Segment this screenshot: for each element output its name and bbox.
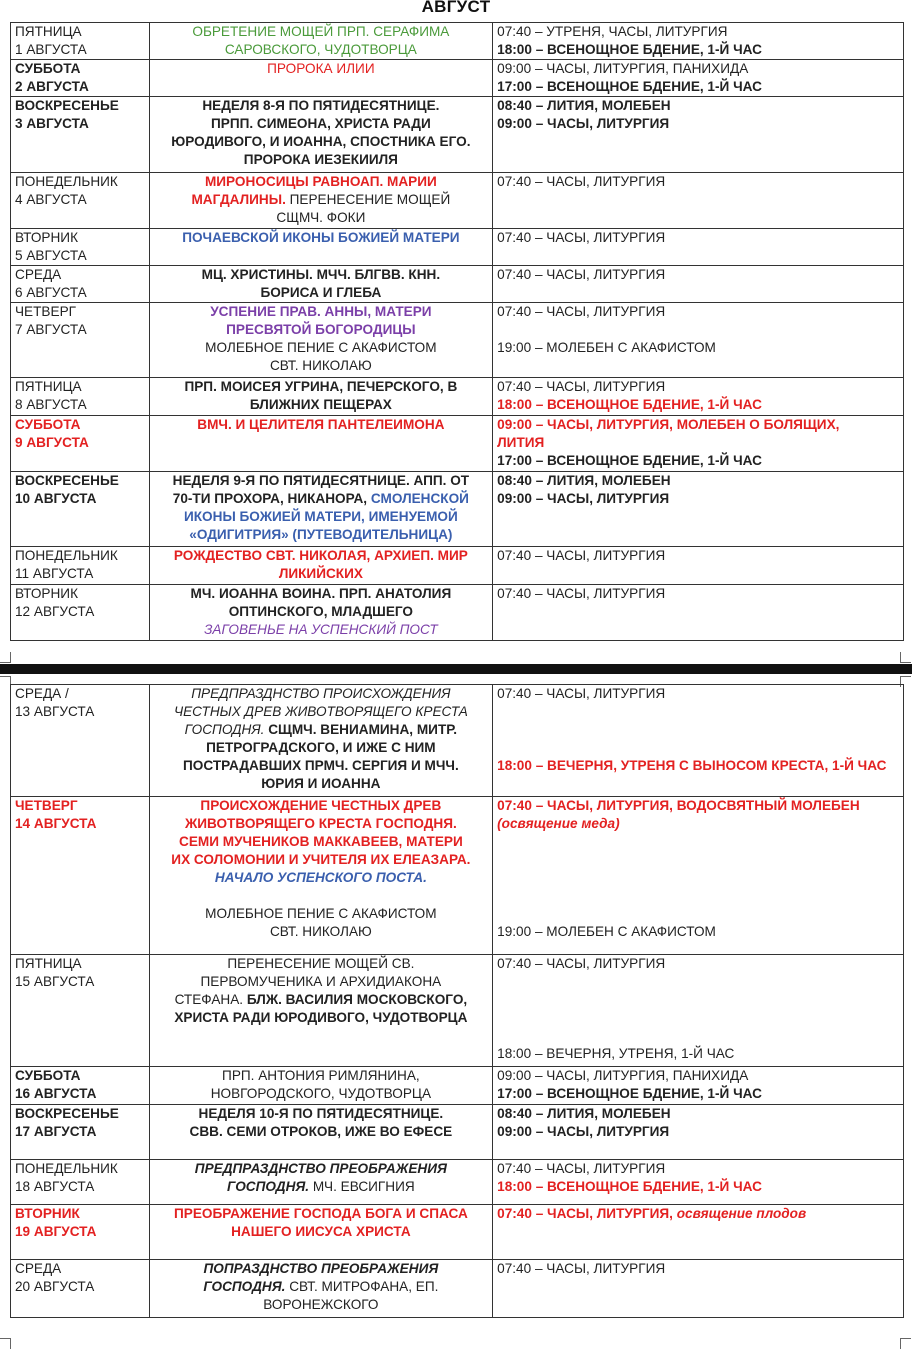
table-row (11, 266, 904, 303)
crop-mark (0, 652, 11, 663)
event-line: ЛИКИЙСКИХ (278, 566, 363, 581)
event-line: БЛИЖНИХ ПЕЩЕРАХ (249, 397, 392, 412)
service-line: 07:40 – ЧАСЫ, ЛИТУРГИЯ (497, 379, 666, 394)
day-name: ВОСКРЕСЕНЬЕ (15, 1106, 119, 1121)
day-date: 12 АВГУСТА (15, 604, 95, 619)
service-line: 07:40 – ЧАСЫ, ЛИТУРГИЯ (497, 548, 666, 563)
day-name: ПЯТНИЦА (15, 956, 82, 971)
service-line: 07:40 – ЧАСЫ, ЛИТУРГИЯ (497, 1261, 666, 1276)
day-name: ВОСКРЕСЕНЬЕ (15, 98, 119, 113)
event-line: НЕДЕЛЯ 8-Я ПО ПЯТИДЕСЯТНИЦЕ. (202, 98, 440, 113)
event-line: ПЕТРОГРАДСКОГО, И ИЖЕ С НИМ (206, 740, 436, 755)
table-row (11, 60, 904, 97)
service-line: 09:00 – ЧАСЫ, ЛИТУРГИЯ (497, 1124, 670, 1139)
service-line: 18:00 – ВСЕНОЩНОЕ БДЕНИЕ, 1-Й ЧАС (497, 42, 762, 57)
table-row (11, 378, 904, 416)
day-date: 2 АВГУСТА (15, 79, 89, 94)
day-name: ПОНЕДЕЛЬНИК (15, 548, 118, 563)
table-row (11, 585, 904, 641)
table-row (11, 1205, 904, 1260)
day-date: 11 АВГУСТА (15, 566, 94, 581)
event-line: ПРЕСВЯТОЙ БОГОРОДИЦЫ (226, 322, 416, 337)
service-line: 08:40 – ЛИТИЯ, МОЛЕБЕН (497, 1106, 671, 1121)
service-line: 18:00 – ВЕЧЕРНЯ, УТРЕНЯ С ВЫНОСОМ КРЕСТА, 1-Й ЧАС (497, 758, 887, 773)
event-line: ПРП. АНТОНИЯ РИМЛЯНИНА, (222, 1068, 420, 1083)
event-line: ПОПРАЗДНСТВО ПРЕОБРАЖЕНИЯ (203, 1261, 439, 1276)
event-line: МЦ. ХРИСТИНЫ. МЧЧ. БЛГВВ. КНН. (201, 267, 441, 282)
service-line: 07:40 – ЧАСЫ, ЛИТУРГИЯ (497, 686, 666, 701)
table-row (11, 955, 904, 1067)
event-line: НЕДЕЛЯ 10-Я ПО ПЯТИДЕСЯТНИЦЕ. (198, 1106, 444, 1121)
day-name: ПОНЕДЕЛЬНИК (15, 1161, 118, 1176)
table-row (11, 97, 904, 173)
event-line: САРОВСКОГО, ЧУДОТВОРЦА (224, 42, 417, 57)
service-line: 09:00 – ЧАСЫ, ЛИТУРГИЯ, МОЛЕБЕН О БОЛЯЩИХ, (497, 417, 840, 432)
service-line: 09:00 – ЧАСЫ, ЛИТУРГИЯ (497, 491, 670, 506)
event-line: ПРОРОКА ИЛИИ (267, 61, 375, 76)
event-line: ПРОИСХОЖДЕНИЕ ЧЕСТНЫХ ДРЕВ (200, 798, 442, 813)
table-row (11, 547, 904, 585)
event-line: ЗАГОВЕНЬЕ НА УСПЕНСКИЙ ПОСТ (204, 622, 438, 637)
event-line: ПРЕОБРАЖЕНИЕ ГОСПОДА БОГА И СПАСА (173, 1206, 468, 1221)
event-line: ГОСПОДНЯ. МЧ. ЕВСИГНИЯ (227, 1179, 415, 1194)
event-line: МЧ. ИОАННА ВОИНА. ПРП. АНАТОЛИЯ (190, 586, 452, 601)
day-date: 4 АВГУСТА (15, 192, 87, 207)
service-line: 18:00 – ВЕЧЕРНЯ, УТРЕНЯ, 1-Й ЧАС (497, 1046, 735, 1061)
service-line: 17:00 – ВСЕНОЩНОЕ БДЕНИЕ, 1-Й ЧАС (497, 79, 762, 94)
day-date: 3 АВГУСТА (15, 116, 89, 131)
event-line: ПОСТРАДАВШИХ ПРМЧ. СЕРГИЯ И МЧЧ. (183, 758, 459, 773)
day-date: 9 АВГУСТА (15, 435, 89, 450)
event-line: ПЕРВОМУЧЕНИКА И АРХИДИАКОНА (200, 974, 442, 989)
event-line: НАШЕГО ИИСУСА ХРИСТА (231, 1224, 411, 1239)
table-row (11, 797, 904, 955)
service-line: 18:00 – ВСЕНОЩНОЕ БДЕНИЕ, 1-Й ЧАС (497, 1179, 762, 1194)
day-name: ПЯТНИЦА (15, 24, 82, 39)
event-line: ПРЕДПРАЗДНСТВО ПРОИСХОЖДЕНИЯ (191, 686, 451, 701)
day-name: ВОСКРЕСЕНЬЕ (15, 473, 119, 488)
event-line: ВОРОНЕЖСКОГО (263, 1297, 379, 1312)
service-line: 07:40 – ЧАСЫ, ЛИТУРГИЯ (497, 1161, 666, 1176)
schedule-table-1 (10, 22, 904, 641)
event-line: РОЖДЕСТВО СВТ. НИКОЛАЯ, АРХИЕП. МИР (173, 548, 468, 563)
table-row (11, 685, 904, 797)
table-row (11, 173, 904, 229)
event-line: ПОЧАЕВСКОЙ ИКОНЫ БОЖИЕЙ МАТЕРИ (182, 230, 460, 245)
event-line: ГОСПОДНЯ. СЩМЧ. ВЕНИАМИНА, МИТР. (184, 722, 458, 737)
event-line: ОБРЕТЕНИЕ МОЩЕЙ ПРП. СЕРАФИМА (192, 24, 450, 39)
day-name: СРЕДА / (15, 686, 69, 701)
day-name: ВТОРНИК (15, 1206, 80, 1221)
service-line: 09:00 – ЧАСЫ, ЛИТУРГИЯ (497, 116, 670, 131)
day-date: 8 АВГУСТА (15, 397, 87, 412)
day-name: ВТОРНИК (15, 586, 78, 601)
event-line: ЮРОДИВОГО, И ИОАННА, СПОСТНИКА ЕГО. (171, 134, 471, 149)
event-line: БОРИСА И ГЛЕБА (260, 285, 382, 300)
service-line: 07:40 – ЧАСЫ, ЛИТУРГИЯ (497, 267, 666, 282)
day-date: 20 АВГУСТА (15, 1279, 95, 1294)
service-line: 19:00 – МОЛЕБЕН С АКАФИСТОМ (497, 924, 716, 939)
event-line: МАГДАЛИНЫ. ПЕРЕНЕСЕНИЕ МОЩЕЙ (191, 192, 451, 207)
day-date: 19 АВГУСТА (15, 1224, 97, 1239)
day-date: 18 АВГУСТА (15, 1179, 95, 1194)
event-line: «ОДИГИТРИЯ» (ПУТЕВОДИТЕЛЬНИЦА) (189, 527, 453, 542)
event-line: МИРОНОСИЦЫ РАВНОАП. МАРИИ (204, 174, 437, 189)
table-row (11, 1067, 904, 1105)
event-line: СВТ. НИКОЛАЮ (269, 924, 372, 939)
day-date: 17 АВГУСТА (15, 1124, 97, 1139)
table-row (11, 1160, 904, 1205)
table-row (11, 229, 904, 266)
page-divider (0, 664, 912, 674)
day-name: ВТОРНИК (15, 230, 78, 245)
day-name: СРЕДА (15, 1261, 62, 1276)
event-line: МОЛЕБНОЕ ПЕНИЕ С АКАФИСТОМ (205, 340, 437, 355)
event-line: СТЕФАНА. БЛЖ. ВАСИЛИЯ МОСКОВСКОГО, (174, 992, 468, 1007)
table-row (11, 1260, 904, 1318)
day-date: 14 АВГУСТА (15, 816, 97, 831)
event-line: ОПТИНСКОГО, МЛАДШЕГО (228, 604, 414, 619)
day-name: СУББОТА (15, 1068, 81, 1083)
service-line: 17:00 – ВСЕНОЩНОЕ БДЕНИЕ, 1-Й ЧАС (497, 453, 762, 468)
table-row (11, 472, 904, 547)
day-name: СУББОТА (15, 61, 81, 76)
day-name: СУББОТА (15, 417, 81, 432)
service-line: (освящение меда) (497, 816, 620, 831)
day-date: 6 АВГУСТА (15, 285, 87, 300)
event-line: НАЧАЛО УСПЕНСКОГО ПОСТА. (214, 870, 427, 885)
event-line: ПЕРЕНЕСЕНИЕ МОЩЕЙ СВ. (227, 956, 415, 971)
service-line: 07:40 – ЧАСЫ, ЛИТУРГИЯ (497, 230, 666, 245)
day-date: 13 АВГУСТА (15, 704, 95, 719)
event-line: ЧЕСТНЫХ ДРЕВ ЖИВОТВОРЯЩЕГО КРЕСТА (173, 704, 468, 719)
crop-mark (0, 1338, 11, 1349)
day-name: ПЯТНИЦА (15, 379, 82, 394)
service-line: 07:40 – ЧАСЫ, ЛИТУРГИЯ, ВОДОСВЯТНЫЙ МОЛЕБЕН (497, 798, 860, 813)
event-line: ГОСПОДНЯ. СВТ. МИТРОФАНА, ЕП. (203, 1279, 439, 1294)
day-date: 16 АВГУСТА (15, 1086, 97, 1101)
service-line: 07:40 – ЧАСЫ, ЛИТУРГИЯ (497, 956, 666, 971)
event-line: ИКОНЫ БОЖИЕЙ МАТЕРИ, ИМЕНУЕМОЙ (183, 509, 458, 524)
event-line: ВМЧ. И ЦЕЛИТЕЛЯ ПАНТЕЛЕИМОНА (197, 417, 445, 432)
service-line: 07:40 – ЧАСЫ, ЛИТУРГИЯ (497, 304, 666, 319)
day-date: 15 АВГУСТА (15, 974, 95, 989)
event-line: СВВ. СЕМИ ОТРОКОВ, ИЖЕ ВО ЕФЕСЕ (189, 1124, 453, 1139)
schedule-table-2 (10, 684, 904, 1318)
service-line: 09:00 – ЧАСЫ, ЛИТУРГИЯ, ПАНИХИДА (497, 61, 749, 76)
day-name: ПОНЕДЕЛЬНИК (15, 174, 118, 189)
event-line: ЮРИЯ И ИОАННА (261, 776, 381, 791)
event-line: УСПЕНИЕ ПРАВ. АННЫ, МАТЕРИ (210, 304, 432, 319)
event-line: ПРПП. СИМЕОНА, ХРИСТА РАДИ (211, 116, 431, 131)
event-line: ИХ СОЛОМОНИИ И УЧИТЕЛЯ ИХ ЕЛЕАЗАРА. (171, 852, 471, 867)
day-date: 10 АВГУСТА (15, 491, 97, 506)
day-date: 5 АВГУСТА (15, 248, 87, 263)
service-line: 07:40 – УТРЕНЯ, ЧАСЫ, ЛИТУРГИЯ (497, 24, 728, 39)
day-name: ЧЕТВЕРГ (15, 798, 78, 813)
event-line: СЕМИ МУЧЕНИКОВ МАККАВЕЕВ, МАТЕРИ (179, 834, 463, 849)
table-row (11, 416, 904, 472)
table-row (11, 1105, 904, 1160)
day-date: 1 АВГУСТА (15, 42, 87, 57)
crop-mark (900, 652, 911, 663)
service-line: 07:40 – ЧАСЫ, ЛИТУРГИЯ, освящение плодов (497, 1206, 807, 1221)
event-line: СВТ. НИКОЛАЮ (269, 358, 372, 373)
event-line: НОВГОРОДСКОГО, ЧУДОТВОРЦА (210, 1086, 432, 1101)
event-line: ХРИСТА РАДИ ЮРОДИВОГО, ЧУДОТВОРЦА (174, 1010, 468, 1025)
service-line: 08:40 – ЛИТИЯ, МОЛЕБЕН (497, 98, 671, 113)
event-line: МОЛЕБНОЕ ПЕНИЕ С АКАФИСТОМ (205, 906, 437, 921)
event-line: 70-ТИ ПРОХОРА, НИКАНОРА, СМОЛЕНСКОЙ (172, 491, 469, 506)
service-line: ЛИТИЯ (497, 435, 545, 450)
event-line: НЕДЕЛЯ 9-Я ПО ПЯТИДЕСЯТНИЦЕ. АПП. ОТ (172, 473, 470, 488)
service-line: 09:00 – ЧАСЫ, ЛИТУРГИЯ, ПАНИХИДА (497, 1068, 749, 1083)
service-line: 08:40 – ЛИТИЯ, МОЛЕБЕН (497, 473, 671, 488)
event-line: СЩМЧ. ФОКИ (276, 210, 366, 225)
page-title: АВГУСТ (421, 0, 491, 16)
table-row (11, 23, 904, 60)
service-line: 17:00 – ВСЕНОЩНОЕ БДЕНИЕ, 1-Й ЧАС (497, 1086, 762, 1101)
service-line: 07:40 – ЧАСЫ, ЛИТУРГИЯ (497, 174, 666, 189)
day-name: СРЕДА (15, 267, 62, 282)
day-name: ЧЕТВЕРГ (15, 304, 76, 319)
event-line: ПРП. МОИСЕЯ УГРИНА, ПЕЧЕРСКОГО, В (184, 379, 458, 394)
event-line: ПРЕДПРАЗДНСТВО ПРЕОБРАЖЕНИЯ (194, 1161, 447, 1176)
service-line: 07:40 – ЧАСЫ, ЛИТУРГИЯ (497, 586, 666, 601)
event-line: ЖИВОТВОРЯЩЕГО КРЕСТА ГОСПОДНЯ. (184, 816, 457, 831)
event-line: ПРОРОКА ИЕЗЕКИИЛЯ (243, 152, 398, 167)
service-line: 19:00 – МОЛЕБЕН С АКАФИСТОМ (497, 340, 716, 355)
day-date: 7 АВГУСТА (15, 322, 87, 337)
table-row (11, 303, 904, 378)
service-line: 18:00 – ВСЕНОЩНОЕ БДЕНИЕ, 1-Й ЧАС (497, 397, 762, 412)
crop-mark (900, 1338, 911, 1349)
